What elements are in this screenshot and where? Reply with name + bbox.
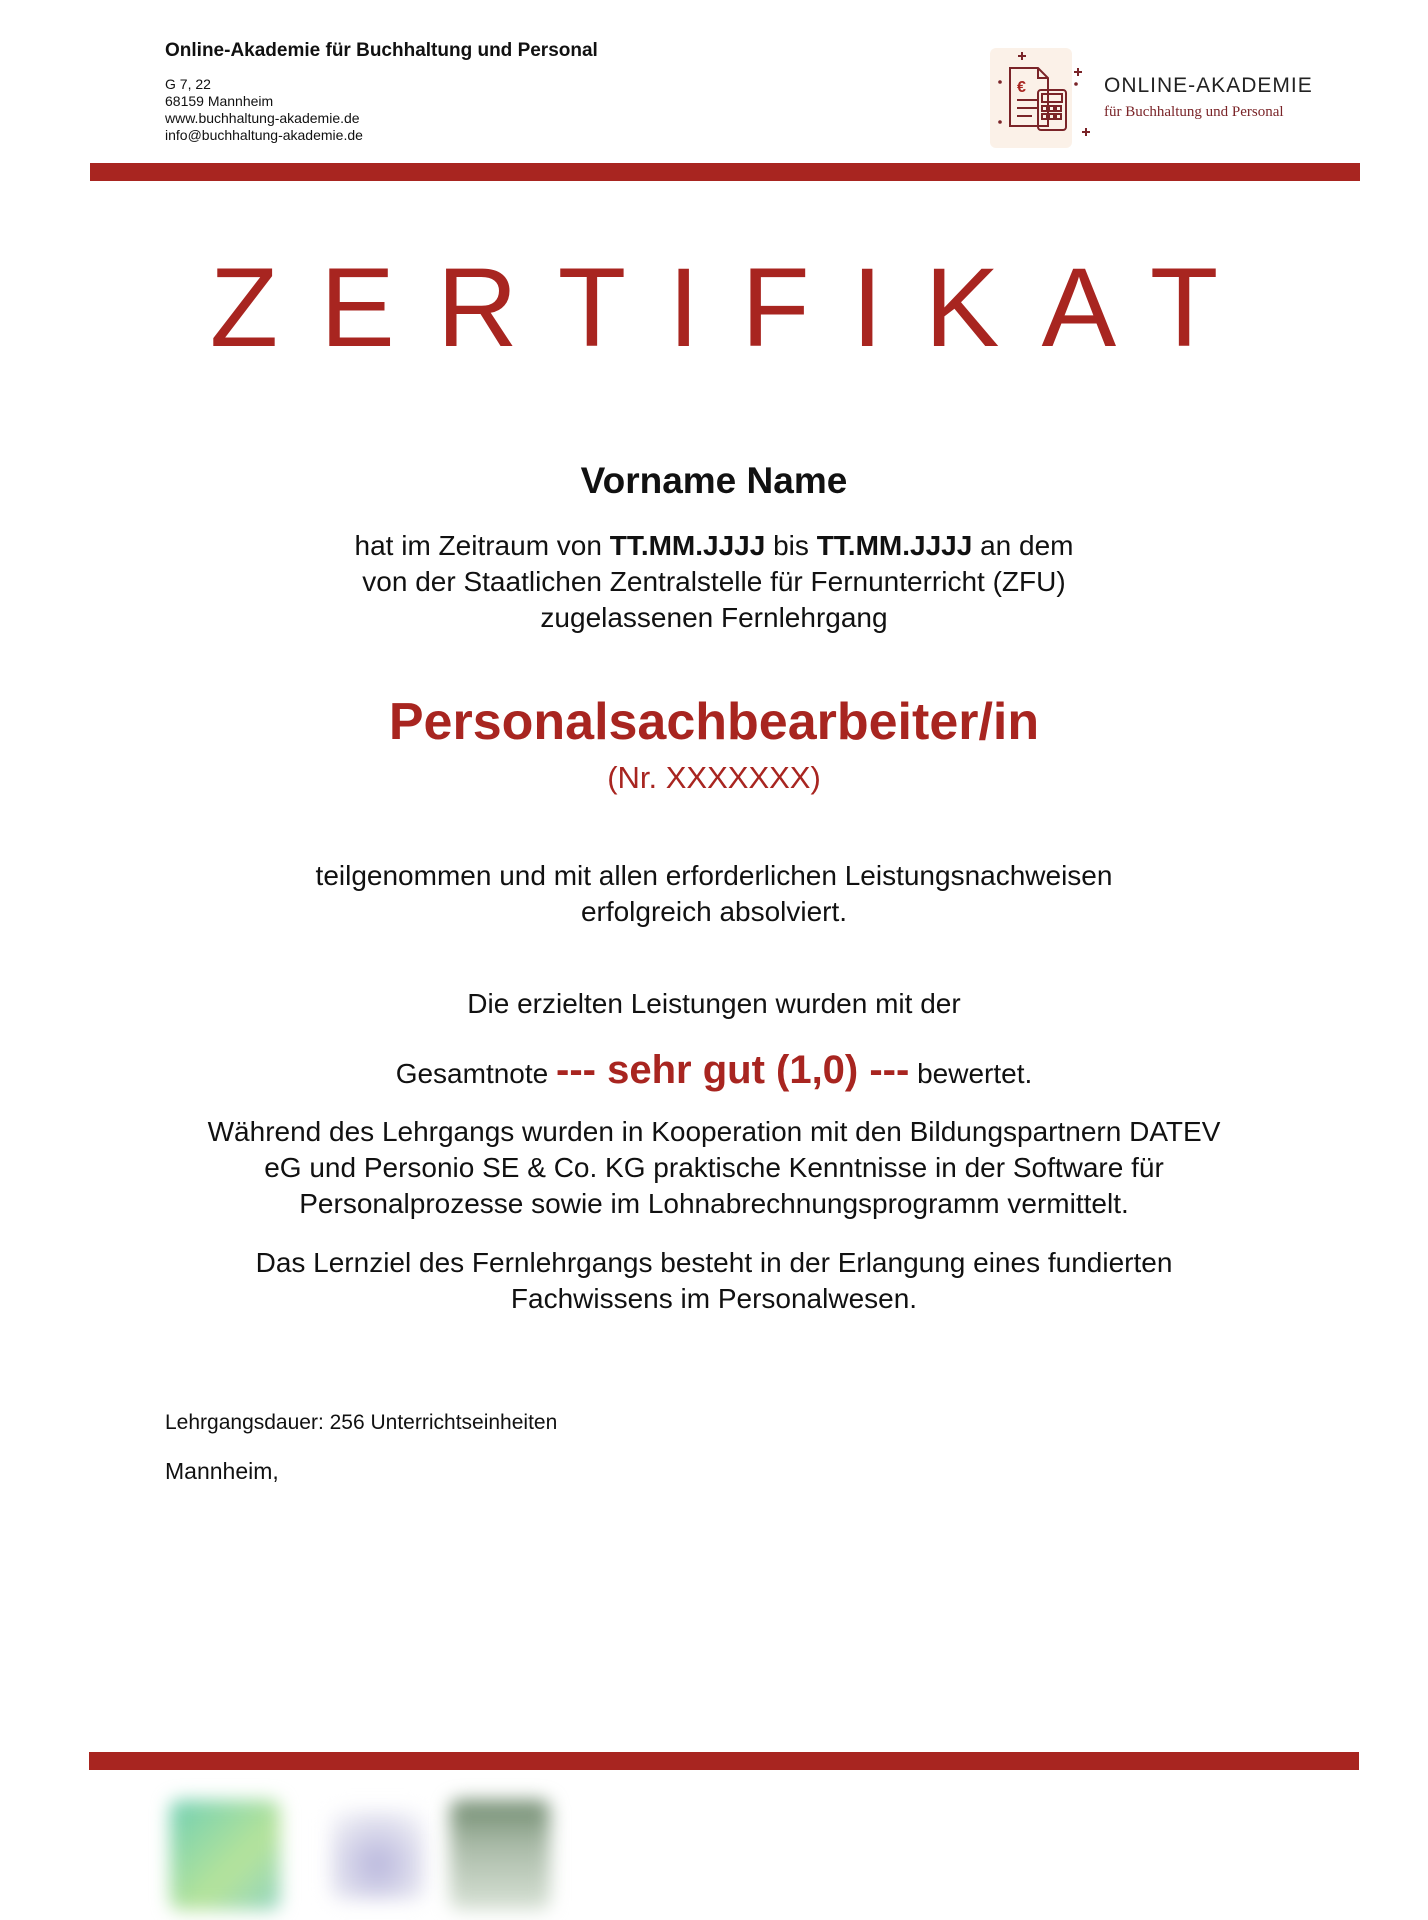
period-to: TT.MM.JJJJ (816, 530, 973, 561)
cooperation-line-2: eG und Personio SE & Co. KG praktische Kenntnisse in der Software für (264, 1152, 1164, 1183)
grade-line (0, 1044, 1428, 1100)
sender-email: info@buchhaltung-akademie.de (165, 127, 363, 143)
period-middle: bis (773, 530, 809, 561)
completion-paragraph (0, 858, 1428, 930)
period-paragraph (0, 528, 1428, 636)
certificate-title: ZERTIFIKAT (209, 245, 1261, 370)
period-from: TT.MM.JJJJ (609, 530, 766, 561)
grade-value: --- sehr gut (1,0) --- (556, 1048, 910, 1092)
course-number: (Nr. XXXXXXX) (607, 760, 821, 795)
course-duration: Lehrgangsdauer: 256 Unterrichtseinheiten (165, 1411, 558, 1434)
cooperation-line-1: Während des Lehrgangs wurden in Kooperation mit den Bildungspartnern DATEV (207, 1116, 1221, 1147)
goal-paragraph (0, 1245, 1428, 1317)
sender-street: G 7, 22 (165, 76, 211, 92)
grade-suffix: bewertet. (917, 1058, 1033, 1089)
period-prefix: hat im Zeitraum von (354, 530, 602, 561)
top-divider (90, 163, 1360, 181)
logo-title: ONLINE-AKADEMIE (1104, 74, 1313, 97)
goal-line-1: Das Lernziel des Fernlehrgangs besteht in der Erlangung eines fundierten (255, 1247, 1173, 1278)
bottom-divider (89, 1752, 1359, 1770)
logo-subtitle: für Buchhaltung und Personal (1104, 104, 1284, 120)
period-line (0, 528, 1428, 564)
sender-name: Online-Akademie für Buchhaltung und Personal (165, 40, 598, 61)
sender-website: www.buchhaltung-akademie.de (165, 110, 360, 126)
academy-logo (990, 46, 1350, 150)
invoice-calculator-icon (990, 48, 1072, 148)
recipient-name: Vorname Name (580, 460, 848, 501)
partner-logo-1 (170, 1800, 280, 1910)
sender-block (165, 40, 598, 144)
completion-line-2: erfolgreich absolviert. (580, 896, 848, 927)
grade-prefix: Gesamtnote (395, 1058, 549, 1089)
goal-line-2: Fachwissens im Personalwesen. (510, 1283, 918, 1314)
partner-logo-3 (450, 1800, 550, 1910)
svg-text:€: € (1017, 79, 1026, 96)
partner-logo-2 (330, 1810, 425, 1900)
course-title: Personalsachbearbeiter/in (388, 693, 1040, 751)
cooperation-paragraph (0, 1114, 1428, 1222)
period-suffix: an dem (980, 530, 1074, 561)
cooperation-line-3: Personalprozesse sowie im Lohnabrechnungsprogramm vermittelt. (299, 1188, 1129, 1219)
approval-line: zugelassenen Fernlehrgang (540, 602, 888, 633)
partner-logos (160, 1790, 580, 1920)
sender-city: 68159 Mannheim (165, 93, 274, 109)
grade-intro: Die erzielten Leistungen wurden mit der (467, 988, 961, 1019)
place-line: Mannheim, (165, 1458, 279, 1484)
completion-line-1: teilgenommen und mit allen erforderlichen Leistungsnachweisen (315, 860, 1113, 891)
zfu-line: von der Staatlichen Zentralstelle für Fernunterricht (ZFU) (362, 566, 1066, 597)
